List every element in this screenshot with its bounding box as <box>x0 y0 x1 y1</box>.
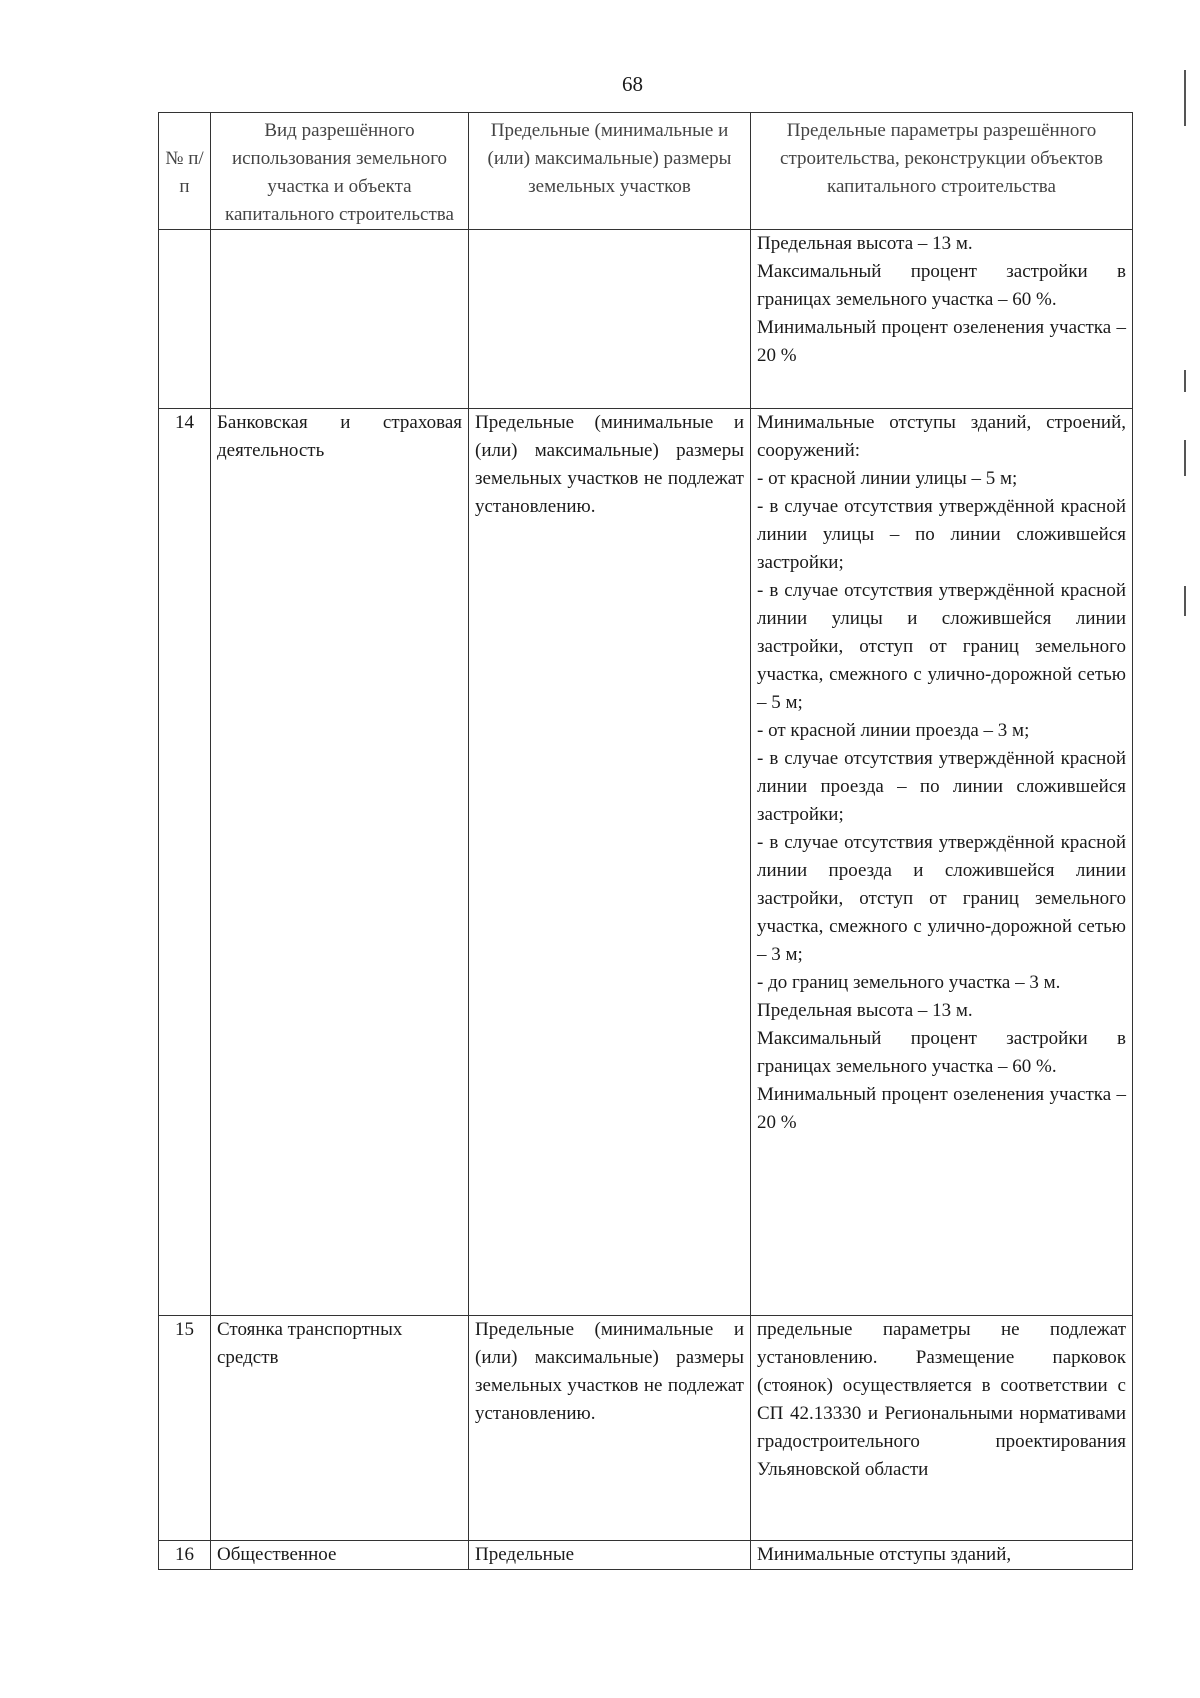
row-permitted-use: Стоянка транспортных средств <box>211 1316 469 1541</box>
param-line: Предельная высота – 13 м. <box>757 233 973 254</box>
row-number <box>159 230 211 409</box>
row-plot-size <box>469 230 751 409</box>
row-number: 15 <box>159 1316 211 1541</box>
param-line: - в случае отсутствия утверждённой красной линии проезда – по линии сложившейся застройки; <box>757 748 1126 825</box>
header-number: № п/п <box>159 113 211 230</box>
header-permitted-use: Вид разрешённого использования земельного участка и объекта капитального строительства <box>211 113 469 230</box>
page-number: 68 <box>622 72 643 96</box>
param-line: - от красной линии проезда – 3 м; <box>757 720 1030 741</box>
row-construction-params <box>751 1316 1133 1541</box>
param-line: - в случае отсутствия утверждённой красной линии улицы – по линии сложившейся застройки; <box>757 496 1126 573</box>
row-permitted-use: Общественное <box>211 1541 469 1570</box>
row-permitted-use <box>211 230 469 409</box>
param-line: предельные параметры не подлежат установлению. Размещение парковок (стоянок) осуществляется в соответствии с СП 42.13330 и Региональными нормативами градостроительного проектирования Ульяновской области <box>757 1319 1126 1480</box>
param-line: Предельная высота – 13 м. <box>757 1000 973 1021</box>
param-line: Минимальные отступы зданий, строений, сооружений: <box>757 412 1126 461</box>
param-line: - в случае отсутствия утверждённой красной линии проезда и сложившейся линии застройки, отступ от границ земельного участка, смежного с улично-дорожной сетью – 3 м; <box>757 832 1126 965</box>
param-line: - от красной линии улицы – 5 м; <box>757 468 1018 489</box>
scan-edge-mark <box>1184 370 1186 392</box>
param-line: Минимальные отступы зданий, <box>757 1544 1012 1565</box>
param-line: Максимальный процент застройки в границах земельного участка – 60 %. <box>757 261 1126 310</box>
scan-edge-mark <box>1184 440 1186 476</box>
header-construction-params: Предельные параметры разрешённого строительства, реконструкции объектов капитального строительства <box>751 113 1133 230</box>
row-construction-params <box>751 230 1133 409</box>
table-row <box>159 1316 1133 1541</box>
header-plot-size: Предельные (минимальные и (или) максимальные) размеры земельных участков <box>469 113 751 230</box>
param-line: Минимальный процент озеленения участка – 20 % <box>757 317 1126 366</box>
row-plot-size: Предельные <box>469 1541 751 1570</box>
zoning-regulations-table <box>158 112 1133 1570</box>
table-row <box>159 1541 1133 1570</box>
row-plot-size: Предельные (минимальные и (или) максимальные) размеры земельных участков не подлежат установлению. <box>469 1316 751 1541</box>
scan-edge-mark <box>1184 586 1186 616</box>
param-line: Максимальный процент застройки в границах земельного участка – 60 %. <box>757 1028 1126 1077</box>
row-number: 14 <box>159 409 211 1316</box>
param-line: Минимальный процент озеленения участка – 20 % <box>757 1084 1126 1133</box>
row-plot-size: Предельные (минимальные и (или) максимальные) размеры земельных участков не подлежат установлению. <box>469 409 751 1316</box>
row-construction-params <box>751 1541 1133 1570</box>
row-number: 16 <box>159 1541 211 1570</box>
table-row <box>159 230 1133 409</box>
param-line: - до границ земельного участка – 3 м. <box>757 972 1061 993</box>
table-header-row <box>159 113 1133 230</box>
param-line: - в случае отсутствия утверждённой красной линии улицы и сложившейся линии застройки, отступ от границ земельного участка, смежного с улично-дорожной сетью – 5 м; <box>757 580 1126 713</box>
row-construction-params <box>751 409 1133 1316</box>
scan-edge-mark <box>1184 70 1186 126</box>
row-permitted-use: Банковская и страховая деятельность <box>211 409 469 1316</box>
table-row <box>159 409 1133 1316</box>
